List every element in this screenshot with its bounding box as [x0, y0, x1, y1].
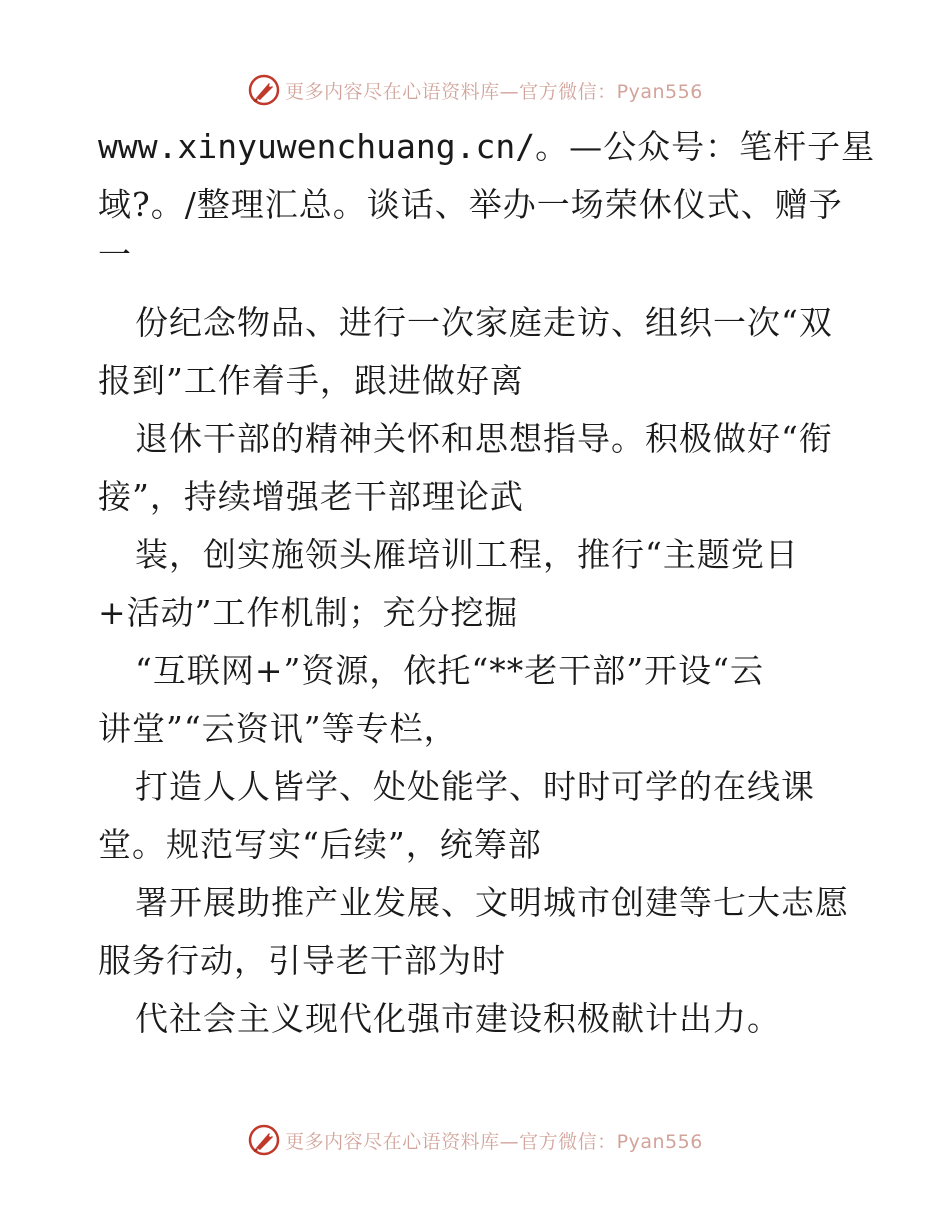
text-line-9: +活动”工作机制；充分挖掘 — [98, 593, 519, 632]
footer-banner-text: 更多内容尽在心语资料库—官方微信：Pyan556 — [285, 1130, 703, 1153]
text-line-15: 服务行动，引导老干部为时 — [98, 941, 506, 980]
header-banner — [0, 72, 950, 108]
text-line-10: “互联网+”资源，依托“**老干部”开设“云 — [135, 651, 765, 690]
text-line-12: 打造人人皆学、处处能学、时时可学的在线课 — [135, 767, 815, 806]
text-line-14: 署开展助推产业发展、文明城市创建等七大志愿 — [135, 883, 849, 922]
text-line-1 — [98, 122, 875, 172]
pen-nib-logo-icon — [247, 1123, 281, 1157]
text-line-4: 份纪念物品、进行一次家庭走访、组织一次“双 — [135, 303, 833, 342]
text-line-2: 域?。/整理汇总。谈话、举办一场荣休仪式、赠予 — [98, 185, 843, 224]
text-line-8: 装，创实施领头雁培训工程，推行“主题党日 — [135, 535, 799, 574]
pen-nib-logo-icon — [247, 73, 281, 107]
text-line-7: 接”，持续增强老干部理论武 — [98, 477, 524, 516]
text-line-1-content: 。—公众号：笔杆子星 — [535, 127, 876, 166]
website-url: www.xinyuwenchuang.cn/ — [98, 127, 536, 166]
text-line-6: 退休干部的精神关怀和思想指导。积极做好“衔 — [135, 419, 833, 458]
header-banner-text: 更多内容尽在心语资料库—官方微信：Pyan556 — [285, 80, 703, 103]
text-line-11: 讲堂”“云资讯”等专栏， — [98, 709, 458, 748]
footer-banner — [0, 1122, 950, 1158]
text-line-3: 一 — [98, 235, 132, 274]
text-line-13: 堂。规范写实“后续”，统筹部 — [98, 825, 542, 864]
text-line-5: 报到”工作着手，跟进做好离 — [98, 361, 524, 400]
text-line-16: 代社会主义现代化强市建设积极献计出力。 — [135, 999, 781, 1038]
